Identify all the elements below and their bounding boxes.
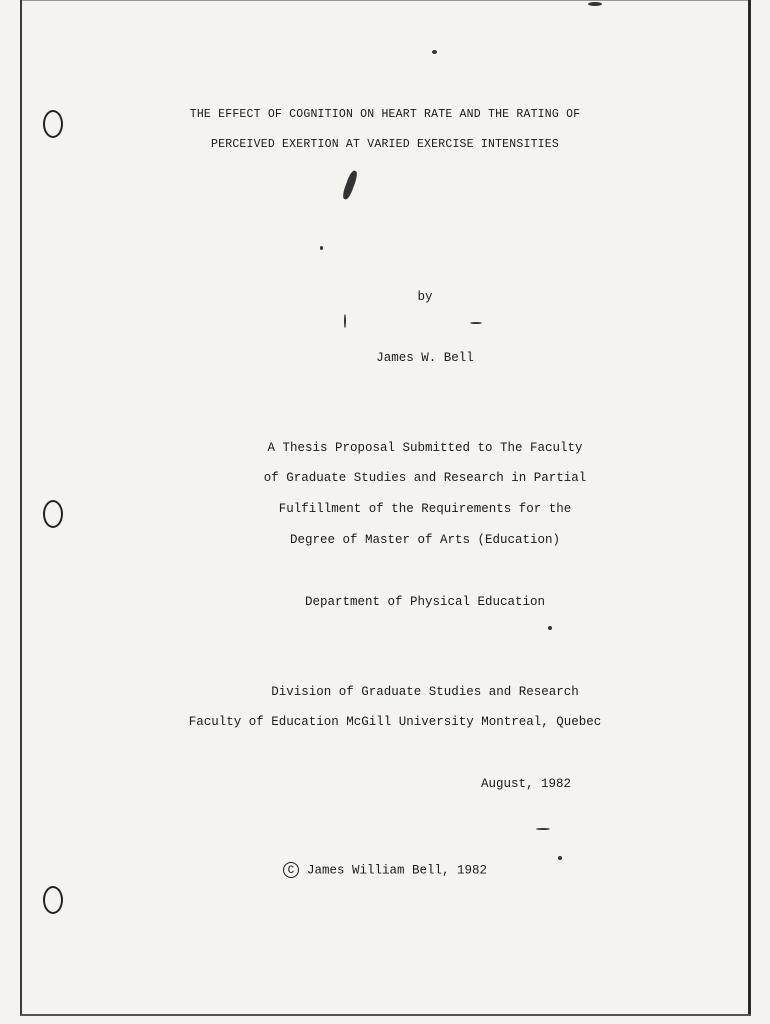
page-border-bottom [20, 1014, 751, 1016]
thesis-title-line-2: PERCEIVED EXERTION AT VARIED EXERCISE INTENSITIES [211, 138, 559, 151]
statement-line-3: Fulfillment of the Requirements for the [278, 502, 572, 516]
division-line-1: Division of Graduate Studies and Research [271, 685, 579, 699]
page-border-top [22, 0, 748, 1]
thesis-title-line-1: THE EFFECT OF COGNITION ON HEART RATE AND THE RATING OF [189, 108, 581, 121]
author-name: James W. Bell [376, 351, 474, 365]
statement-line-1: A Thesis Proposal Submitted to The Faculty [267, 441, 583, 455]
copyright-icon: C [283, 862, 299, 878]
date: August, 1982 [480, 777, 571, 791]
statement-line-2: of Graduate Studies and Research in Partial [263, 471, 587, 485]
scan-speck [558, 856, 562, 860]
scan-speck [536, 828, 550, 830]
copyright-text: James William Bell, 1982 [306, 863, 488, 878]
scan-speck [588, 2, 602, 6]
scan-smudge [341, 170, 359, 201]
scan-speck [432, 50, 437, 54]
department: Department of Physical Education [304, 595, 546, 609]
scan-speck [344, 314, 346, 328]
division-line-2: Faculty of Education McGill University Montreal, Quebec [188, 715, 602, 729]
scan-speck [320, 246, 323, 250]
copyright-notice [0, 862, 770, 878]
scan-speck [548, 626, 552, 630]
statement-line-4: Degree of Master of Arts (Education) [289, 533, 561, 547]
punch-hole-bottom [43, 886, 63, 914]
scan-speck [470, 322, 482, 324]
by-label: by [417, 290, 433, 304]
